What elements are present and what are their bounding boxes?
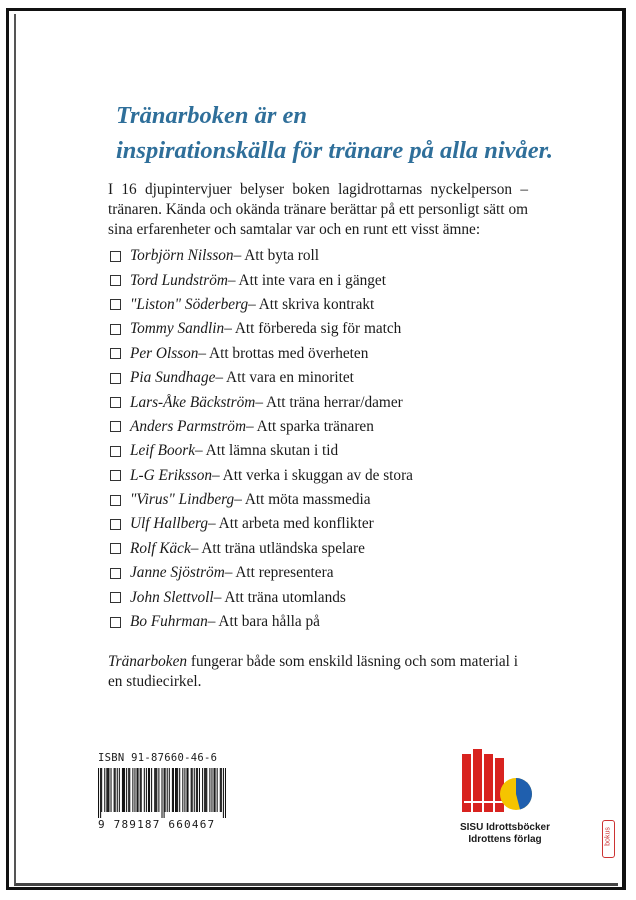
- intro-paragraph: I 16 djupintervjuer belyser boken lagidrottarnas nyckelperson – tränaren. Kända och okända tränare berättar på ett personligt sätt om sina erfarenheter och samtalar var och en runt ett visst ämne:: [108, 181, 528, 238]
- barcode-bar: [220, 768, 221, 812]
- interview-topic: – Att representera: [224, 564, 334, 582]
- barcode-bar: [123, 768, 124, 812]
- barcode-bar: [197, 768, 198, 812]
- interview-topic: – Att träna utomlands: [213, 588, 346, 606]
- sisu-books-logo-icon: [458, 746, 538, 816]
- barcode-bar: [140, 768, 141, 812]
- checkbox-icon: [110, 470, 121, 481]
- barcode-bar: [151, 768, 152, 812]
- book-title: Tränarboken: [108, 653, 188, 670]
- interview-topic: – Att skriva kontrakt: [248, 295, 375, 313]
- barcode-bar: [206, 768, 207, 812]
- barcode-bar: [204, 768, 205, 812]
- interviewee-name: Per Olsson: [130, 344, 199, 362]
- interviewee-name: L-G Eriksson: [130, 466, 213, 484]
- publisher-name: [451, 822, 559, 846]
- barcode-bar: [117, 768, 118, 812]
- barcode-bar: [122, 768, 123, 812]
- barcode-bar: [141, 768, 142, 812]
- barcode-bar: [175, 768, 176, 812]
- interviewee-name: Tord Lundström: [130, 271, 228, 289]
- barcode-bar: [137, 768, 138, 812]
- barcode-bar: [225, 768, 226, 818]
- outro-text: fungerar både som enskild läsning och som material i en studiecirkel.: [108, 653, 518, 690]
- isbn-label: ISBN 91-87660-46-6: [98, 752, 218, 764]
- interview-topic: – Att möta massmedia: [234, 491, 371, 509]
- barcode-bar: [110, 768, 111, 812]
- barcode-bar: [98, 768, 99, 818]
- barcode-bar: [199, 768, 200, 812]
- list-item: [110, 585, 413, 609]
- interview-topic: – Att sparka tränaren: [246, 417, 374, 435]
- barcode-bar: [215, 768, 216, 812]
- list-item: [110, 488, 413, 512]
- barcode-bar: [182, 768, 183, 812]
- interview-topic: – Att brottas med överheten: [198, 344, 369, 362]
- barcode-bar: [134, 768, 135, 812]
- checkbox-icon: [110, 421, 121, 432]
- interview-topic: – Att vara en minoritet: [215, 369, 354, 387]
- barcode-bar: [115, 768, 116, 812]
- barcode-bar: [196, 768, 197, 812]
- interview-topic: – Att inte vara en i gänget: [227, 271, 386, 289]
- barcode-bar: [114, 768, 115, 812]
- list-item: [110, 512, 413, 536]
- checkbox-icon: [110, 592, 121, 603]
- barcode-bar: [172, 768, 173, 812]
- list-item: [110, 366, 413, 390]
- barcode-bar: [156, 768, 157, 812]
- interviewee-name: "Virus" Lindberg: [130, 491, 235, 509]
- barcode-bar: [148, 768, 149, 812]
- interviewee-name: Janne Sjöström: [130, 564, 225, 582]
- barcode-bar: [108, 768, 109, 812]
- checkbox-icon: [110, 397, 121, 408]
- barcode-bar: [104, 768, 105, 812]
- barcode-bar: [154, 768, 155, 812]
- barcode-bar: [194, 768, 195, 812]
- interviewee-name: "Liston" Söderberg: [130, 295, 249, 313]
- barcode-bar: [164, 768, 165, 818]
- list-item: [110, 415, 413, 439]
- publisher-line-2: Idrottens förlag: [468, 834, 542, 845]
- interviewee-name: Pia Sundhage: [130, 369, 216, 387]
- barcode-bar: [184, 768, 185, 812]
- checkbox-icon: [110, 568, 121, 579]
- checkbox-icon: [110, 348, 121, 359]
- barcode-bar: [176, 768, 177, 812]
- barcode-bar: [132, 768, 133, 812]
- interviewee-name: John Slettvoll: [130, 588, 214, 606]
- list-item: [110, 317, 413, 341]
- barcode-bar: [192, 768, 193, 812]
- checkbox-icon: [110, 495, 121, 506]
- interviewee-name: Rolf Käck: [130, 539, 191, 557]
- barcode-bar: [149, 768, 150, 812]
- barcode-bar: [161, 768, 162, 818]
- barcode-bar: [138, 768, 139, 812]
- barcode-bar: [169, 768, 170, 812]
- list-item: [110, 561, 413, 585]
- checkbox-icon: [110, 275, 121, 286]
- list-item: [110, 439, 413, 463]
- barcode-bar: [119, 768, 120, 812]
- barcode-bar: [101, 768, 102, 812]
- checkbox-icon: [110, 446, 121, 457]
- barcode-bar: [124, 768, 125, 812]
- barcode-bar: [144, 768, 145, 812]
- barcode-bar: [177, 768, 178, 812]
- barcode-bar: [167, 768, 168, 812]
- interview-list: [110, 244, 413, 634]
- barcode-bar: [155, 768, 156, 812]
- interview-topic: – Att arbeta med konflikter: [208, 515, 374, 533]
- checkbox-icon: [110, 543, 121, 554]
- outro-paragraph: [108, 652, 528, 692]
- barcode-bar: [191, 768, 192, 812]
- interview-topic: – Att lämna skutan i tid: [195, 442, 339, 460]
- interviewee-name: Bo Fuhrman: [130, 613, 208, 631]
- list-item: [110, 464, 413, 488]
- interview-topic: – Att träna utländska spelare: [190, 539, 365, 557]
- list-item: [110, 610, 413, 634]
- barcode-bar: [211, 768, 212, 812]
- side-sticker: [602, 820, 615, 858]
- barcode-icon: [98, 768, 226, 818]
- barcode-bar: [173, 768, 174, 812]
- interviewee-name: Leif Boork: [130, 442, 196, 460]
- barcode-bar: [107, 768, 108, 812]
- checkbox-icon: [110, 324, 121, 335]
- tagline-line-2: inspirationskälla för tränare på alla nivåer.: [116, 137, 553, 164]
- barcode-bar: [128, 768, 129, 812]
- checkbox-icon: [110, 299, 121, 310]
- barcode-bar: [129, 768, 130, 812]
- interview-topic: – Att verka i skuggan av de stora: [212, 466, 413, 484]
- publisher-line-1: SISU Idrottsböcker: [459, 822, 551, 833]
- tagline-line-1: Tränarboken är en: [116, 102, 308, 129]
- barcode-bar: [205, 768, 206, 812]
- list-item: [110, 244, 413, 268]
- checkbox-icon: [110, 617, 121, 628]
- barcode-bar: [126, 768, 127, 812]
- barcode-bar: [221, 768, 222, 812]
- interview-topic: – Att förbereda sig för match: [224, 320, 402, 338]
- barcode-bar: [165, 768, 166, 812]
- list-item: [110, 342, 413, 366]
- interview-topic: – Att bara hålla på: [207, 613, 320, 631]
- barcode-digits: 9 789187 660467: [98, 818, 216, 831]
- checkbox-icon: [110, 373, 121, 384]
- barcode-bar: [106, 768, 107, 812]
- tagline: [116, 98, 596, 168]
- barcode-bar: [223, 768, 224, 818]
- interviewee-name: Lars-Åke Bäckström: [130, 393, 256, 411]
- barcode-bar: [202, 768, 203, 812]
- interviewee-name: Tommy Sandlin: [130, 320, 225, 338]
- checkbox-icon: [110, 251, 121, 262]
- list-item: [110, 293, 413, 317]
- side-sticker-text: bokus: [604, 827, 612, 846]
- barcode-bar: [214, 768, 215, 812]
- barcode-block: [98, 752, 226, 831]
- barcode-bar: [186, 768, 187, 812]
- interviewee-name: Torbjörn Nilsson: [130, 247, 234, 265]
- checkbox-icon: [110, 519, 121, 530]
- barcode-bar: [188, 768, 189, 812]
- barcode-bar: [100, 768, 101, 818]
- interviewee-name: Anders Parmström: [130, 417, 247, 435]
- interview-topic: – Att träna herrar/damer: [255, 393, 403, 411]
- barcode-bar: [146, 768, 147, 812]
- barcode-bar: [179, 768, 180, 812]
- barcode-bar: [209, 768, 210, 812]
- interview-topic: – Att byta roll: [233, 247, 319, 265]
- list-item: [110, 390, 413, 414]
- list-item: [110, 537, 413, 561]
- list-item: [110, 268, 413, 292]
- interviewee-name: Ulf Hallberg: [130, 515, 209, 533]
- barcode-bar: [158, 768, 159, 812]
- barcode-bar: [217, 768, 218, 812]
